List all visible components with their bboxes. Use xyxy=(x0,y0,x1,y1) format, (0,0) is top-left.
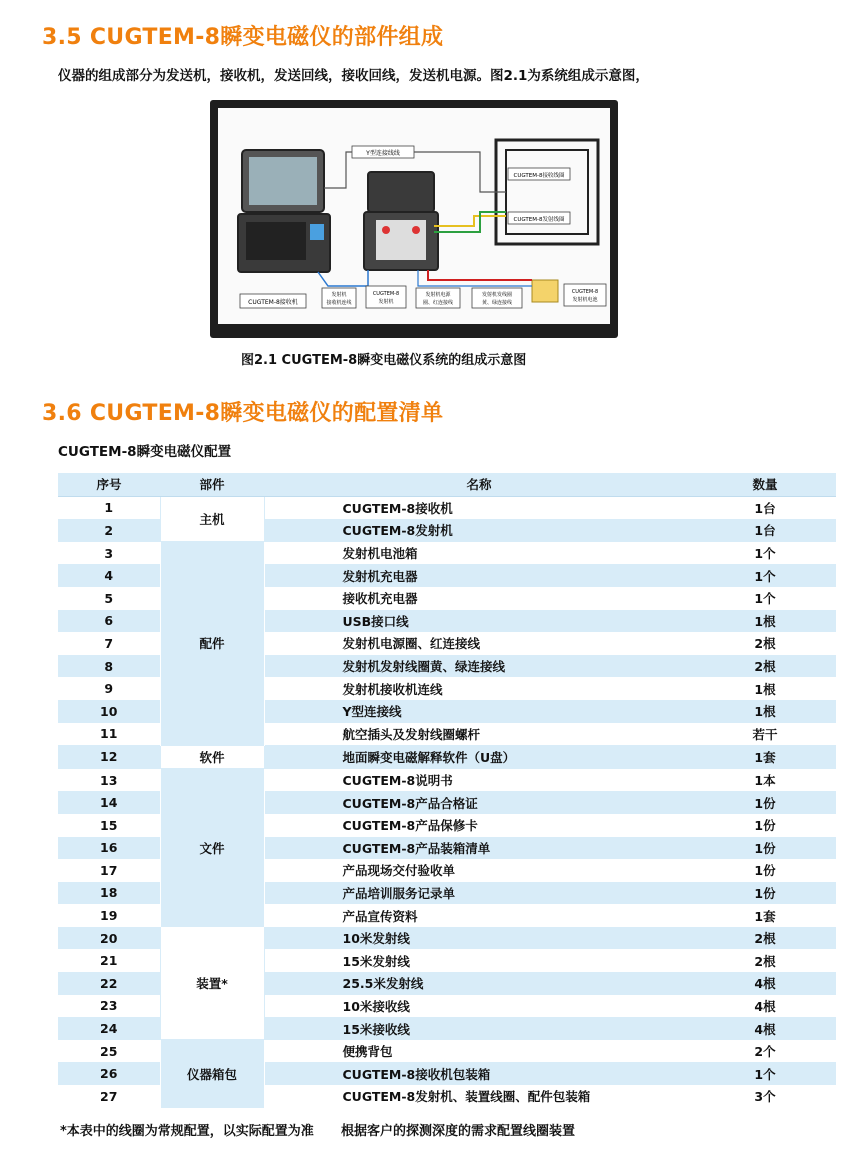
row-number: 21 xyxy=(58,949,160,972)
group-label: 配件 xyxy=(160,542,264,745)
row-number: 8 xyxy=(58,655,160,678)
row-number: 13 xyxy=(58,769,160,792)
item-name: CUGTEM-8接收机 xyxy=(264,496,694,519)
item-quantity: 4根 xyxy=(694,995,836,1018)
item-quantity: 1份 xyxy=(694,791,836,814)
item-quantity: 2根 xyxy=(694,655,836,678)
item-quantity: 1份 xyxy=(694,837,836,860)
row-number: 1 xyxy=(58,496,160,519)
item-name: 发射机电池箱 xyxy=(264,542,694,565)
table-subtitle: CUGTEM-8瞬变电磁仪配置 xyxy=(58,444,232,460)
label-power-cable: 发射机电源圈、红连接线 xyxy=(422,292,454,306)
item-quantity: 1台 xyxy=(694,496,836,519)
item-name: 产品培训服务记录单 xyxy=(264,882,694,905)
item-name: 航空插头及发射线圈螺杆 xyxy=(264,723,694,746)
row-number: 23 xyxy=(58,995,160,1018)
item-quantity: 4根 xyxy=(694,1017,836,1040)
row-number: 14 xyxy=(58,791,160,814)
row-number: 11 xyxy=(58,723,160,746)
item-name: 产品现场交付验收单 xyxy=(264,859,694,882)
row-number: 15 xyxy=(58,814,160,837)
item-name: 发射机充电器 xyxy=(264,564,694,587)
row-number: 10 xyxy=(58,700,160,723)
item-quantity: 1套 xyxy=(694,904,836,927)
item-name: 接收机充电器 xyxy=(264,587,694,610)
item-quantity: 1个 xyxy=(694,564,836,587)
item-quantity: 1份 xyxy=(694,814,836,837)
system-diagram-figure xyxy=(210,100,618,338)
group-label: 软件 xyxy=(160,745,264,769)
item-name: 发射机发射线圈黄、绿连接线 xyxy=(264,655,694,678)
row-number: 17 xyxy=(58,859,160,882)
item-name: 25.5米发射线 xyxy=(264,972,694,995)
table-row xyxy=(58,542,836,565)
item-name: 10米发射线 xyxy=(264,927,694,950)
item-quantity: 1根 xyxy=(694,677,836,700)
footnote-right: 根据客户的探测深度的需求配置线圈装置 xyxy=(340,1124,575,1139)
config-table xyxy=(58,473,836,1108)
item-name: 地面瞬变电磁解释软件（U盘） xyxy=(264,745,694,769)
item-quantity: 2根 xyxy=(694,949,836,972)
row-number: 9 xyxy=(58,677,160,700)
group-label: 装置* xyxy=(160,927,264,1040)
row-number: 16 xyxy=(58,837,160,860)
table-header-row xyxy=(58,473,836,496)
label-y-cable: Y型连接线线 xyxy=(366,150,400,157)
row-number: 20 xyxy=(58,927,160,950)
row-number: 26 xyxy=(58,1062,160,1085)
label-rx-coil: CUGTEM-8接收线圈 xyxy=(513,173,565,179)
item-name: USB接口线 xyxy=(264,610,694,633)
label-tx-rx-cable: 发射机接收机连线 xyxy=(326,292,352,306)
group-label: 文件 xyxy=(160,769,264,927)
row-number: 22 xyxy=(58,972,160,995)
section-heading-3-5: 3.5 CUGTEM-8瞬变电磁仪的部件组成 xyxy=(42,25,444,50)
row-number: 5 xyxy=(58,587,160,610)
item-name: 发射机接收机连线 xyxy=(264,677,694,700)
table-row xyxy=(58,1040,836,1063)
item-name: 15米接收线 xyxy=(264,1017,694,1040)
footnote-left: *本表中的线圈为常规配置，以实际配置为准 xyxy=(60,1124,314,1139)
label-receiver: CUGTEM-8接收机 xyxy=(248,299,298,306)
item-quantity: 1个 xyxy=(694,542,836,565)
row-number: 18 xyxy=(58,882,160,905)
item-name: 10米接收线 xyxy=(264,995,694,1018)
item-name: CUGTEM-8产品合格证 xyxy=(264,791,694,814)
row-number: 6 xyxy=(58,610,160,633)
header-no: 序号 xyxy=(58,473,160,496)
item-quantity: 1根 xyxy=(694,700,836,723)
item-name: CUGTEM-8发射机 xyxy=(264,519,694,542)
row-number: 24 xyxy=(58,1017,160,1040)
item-quantity: 2根 xyxy=(694,927,836,950)
table-row xyxy=(58,745,836,769)
item-quantity: 1个 xyxy=(694,587,836,610)
label-battery: CUGTEM-8 发射机电池 xyxy=(571,289,599,303)
table-row xyxy=(58,496,836,519)
item-name: 便携背包 xyxy=(264,1040,694,1063)
row-number: 3 xyxy=(58,542,160,565)
item-name: 发射机电源圈、红连接线 xyxy=(264,632,694,655)
row-number: 12 xyxy=(58,745,160,769)
item-quantity: 4根 xyxy=(694,972,836,995)
item-name: 15米发射线 xyxy=(264,949,694,972)
header-part: 部件 xyxy=(160,473,264,496)
label-transmitter: CUGTEM-8 发射机 xyxy=(372,291,400,305)
section-heading-3-6: 3.6 CUGTEM-8瞬变电磁仪的配置清单 xyxy=(42,401,444,426)
item-quantity: 2根 xyxy=(694,632,836,655)
footnote xyxy=(60,1120,575,1139)
receiver-device-icon xyxy=(238,150,330,272)
item-name: CUGTEM-8发射机、装置线圈、配件包装箱 xyxy=(264,1085,694,1108)
system-diagram xyxy=(218,108,610,324)
item-name: CUGTEM-8接收机包装箱 xyxy=(264,1062,694,1085)
item-quantity: 1份 xyxy=(694,882,836,905)
intro-text: 仪器的组成部分为发送机，接收机，发送回线，接收回线，发送机电源。图2.1为系统组成示意图， xyxy=(58,68,649,84)
row-number: 7 xyxy=(58,632,160,655)
row-number: 27 xyxy=(58,1085,160,1108)
item-quantity: 若干 xyxy=(694,723,836,746)
transmitter-device-icon xyxy=(364,172,438,270)
group-label: 仪器箱包 xyxy=(160,1040,264,1108)
row-number: 19 xyxy=(58,904,160,927)
item-quantity: 1本 xyxy=(694,769,836,792)
item-quantity: 1个 xyxy=(694,1062,836,1085)
item-quantity: 1根 xyxy=(694,610,836,633)
item-quantity: 3个 xyxy=(694,1085,836,1108)
figure-caption: 图2.1 CUGTEM-8瞬变电磁仪系统的组成示意图 xyxy=(241,353,527,368)
header-name: 名称 xyxy=(264,473,694,496)
item-quantity: 1台 xyxy=(694,519,836,542)
item-name: Y型连接线 xyxy=(264,700,694,723)
item-name: 产品宣传资料 xyxy=(264,904,694,927)
table-row xyxy=(58,769,836,792)
header-qty: 数量 xyxy=(694,473,836,496)
row-number: 25 xyxy=(58,1040,160,1063)
table-row xyxy=(58,927,836,950)
label-tx-coil: CUGTEM-8发射线圈 xyxy=(513,217,565,223)
item-quantity: 1份 xyxy=(694,859,836,882)
row-number: 4 xyxy=(58,564,160,587)
item-name: CUGTEM-8说明书 xyxy=(264,769,694,792)
item-name: CUGTEM-8产品装箱清单 xyxy=(264,837,694,860)
item-quantity: 1套 xyxy=(694,745,836,769)
item-quantity: 2个 xyxy=(694,1040,836,1063)
item-name: CUGTEM-8产品保修卡 xyxy=(264,814,694,837)
group-label: 主机 xyxy=(160,496,264,542)
row-number: 2 xyxy=(58,519,160,542)
label-coil-cable: 发射机发线圈黄、绿连接线 xyxy=(481,292,513,306)
